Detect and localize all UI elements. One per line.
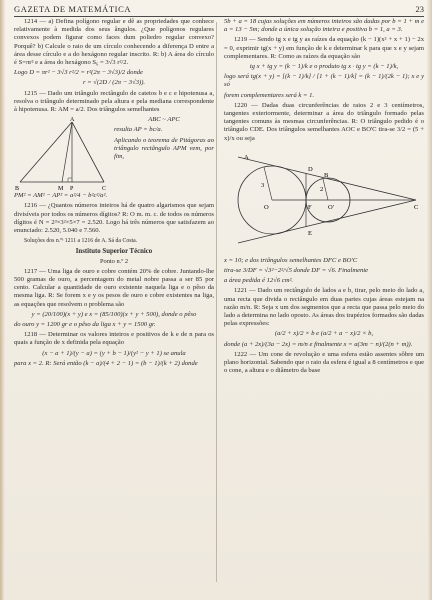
similar-triangles: ABC ~ APC (148, 116, 180, 124)
problem-1222: 1222 — Um cone de revolução e uma esfera estão assentes sôbre um plano horizontal. Sabendo que o raio da esfera é igual a 8 centímetros e que o cone, a altura e o diâmetro da base (224, 350, 424, 375)
problem-1215-figure-block (14, 116, 214, 192)
fig2-label-a: A (244, 153, 249, 161)
problem-1215-pythagoras: Aplicando o teorema de Pitágoras ao triângulo rectângulo APM vem, por fim, (114, 136, 214, 161)
section-heading-ist: Instituto Superior Técnico (75, 248, 153, 256)
problem-1218: 1218 — Determinar os valores inteiros e positivos de k e de n para os quais a função de x definida pela equação (14, 331, 214, 347)
problem-1215-side-text (114, 116, 214, 192)
problem-1216: 1216 — ¿Quantos números inteiros há de quatro algarismos que sejam divisíveis por todos os números dígitos? R: O m. m. c. de todos os números dígitos é N = 2³×3²×5×7 = 2.520. Logo há três números que satisfazem ao enunciado: 2.520, 5.040 e 7.560. (14, 202, 214, 235)
right-triangle-figure (14, 116, 110, 192)
problem-1220: 1220 — Dadas duas circunferências de raios 2 e 3 centímetros, tangentes exteriormente, determinar a área do triângulo formado pelas tangentes comuns às mesmas circunferências. R: O triângulo pedido é o triângulo CDE. Dos triângulos semelhantes AOC e BO'C tira-se 3/2 = (5 + x)/x ou seja (224, 101, 424, 142)
problem-1217-result: do ouro y = 1200 gr e o pêso da liga x + y = 1500 gr. (14, 321, 156, 329)
fig1-label-p: P (70, 186, 74, 193)
fig2-label-e: E (308, 229, 312, 237)
fig2-label-o-prime: O' (328, 203, 334, 211)
problem-1220-area: a área pedida é 12√6 cm². (224, 277, 294, 285)
problem-1214-result: r = √(2D / (2π − 3√3)). (82, 79, 146, 87)
problem-1218-continuation: 5b + a = 18 cujas soluções em números inteiros são dadas por b = 1 + m e a = 13 − 5m; donde a única solução inteira e positiva b = 1, a = 3. (224, 18, 424, 34)
right-edge-shadow (427, 0, 432, 600)
fig1-label-c: C (102, 186, 107, 193)
problem-1221: 1221 — Dado um rectângulo de lados a e b, tirar, pelo meio do lado a, uma recta que divida o rectângulo em duas partes cujas áreas estejam na razão m/n. R: Seja x um dos segmentos que a recta que passa pelo meio do lado a determina no lado oposto. As áreas dos trapézios formados são dadas pelas expressões: (224, 287, 424, 328)
problem-1220-df: tira-se 3/DF = √3²−2²/√5 donde DF = √6. Finalmente (224, 267, 369, 275)
problem-1217-equations: y = (20/100)(x + y) e x = (85/100)(x + y + 500), donde o pêso (31, 310, 197, 318)
problem-1215: 1215 — Dado um triângulo rectângulo de catetos b e c e hipotenusa a, resolva o triângulo determinado pela altura e pela mediana correspondente à hipotenusa. R: AM = a/2. Dos triângulos semelhantes (14, 89, 214, 114)
problem-1219-sum-product: tg x + tg y = (k − 1)/k e o produto tg x · tg y = (k − 1)/k, (249, 63, 399, 71)
solutions-credit: Soluções dos n.ºˢ 1211 a 1216 de A. Sá da Costa. (24, 238, 138, 245)
fig1-label-m: M (58, 186, 64, 193)
fig2-label-f: F (308, 203, 312, 211)
fig1-label-a: A (70, 117, 75, 124)
fig1-label-b: B (15, 186, 20, 193)
problem-1219: 1219 — Sendo tg x e tg y as raízes da equação (k − 1)(x² + x + 1) − 2x = 0, exprimir tg(x + y) em função de k e determinar k para que x e y sejam complementares. R: Como as raízes da equação são (224, 36, 424, 60)
journal-title: GAZETA DE MATEMÁTICA (14, 4, 132, 14)
problem-1221-expressions: (a/2 + x)/2 × b e (a/2 + a − x)/2 × b, (274, 330, 374, 338)
problem-1215-result: PM² = AM² − AP² = a²/4 − b²c²/a². (14, 192, 108, 200)
problem-1218-result: para x = 2. R: Será então (k − a)/(4 + 2 − 1) = (b − 1)/(k + 2) donde (14, 359, 198, 367)
problem-1214: 1214 — a) Defina polígono regular e dê as propriedades que conhece relativamente à medida dos seus ângulos. ¿Que polígonos regulares convexos podem figurar como faces dum poliedro regular convexo? Porquê? b) Calcule o raio de um círculo conhecendo a diferença D entre a área desse círculo e a do hexágono regular inscrito. R: b) A área do círculo é S=πr² e a área do hexágono S₆ = 3√3 r²/2. (14, 18, 214, 67)
right-column (224, 18, 424, 377)
page-number: 23 (415, 4, 424, 14)
problem-1220-x: x = 10; e dos triângulos semelhantes DFC e BO'C (224, 256, 358, 264)
left-edge-shadow (0, 0, 5, 600)
column-separator (216, 22, 217, 582)
fig2-label-o: O (264, 203, 269, 211)
fig2-label-b: B (324, 171, 329, 179)
fig2-label-2: 2 (320, 185, 324, 193)
exam-point-heading: Ponto n.º 2 (99, 257, 129, 265)
problem-1219-tangent: logo será tg(x + y) = [(k − 1)/k] / [1 + (k − 1)/k] = (k − 1)/(2k − 1); x e y só (224, 73, 424, 89)
fig2-label-d: D (308, 165, 313, 173)
problem-1214-logo: Logo D = πr² − 3√3 r²/2 = r²(2π − 3√3)/2 donde (14, 69, 143, 77)
problem-1215-ap: resulta AP = bc/a. (114, 126, 163, 134)
left-column (14, 18, 214, 370)
tangent-circles-figure (224, 145, 424, 255)
problem-1221-result: donde (a + 2x)/(3a − 2x) = m/n e finalmente x = a(3m − n)/(2(n + m)). (224, 340, 413, 348)
fig2-label-3: 3 (261, 181, 265, 189)
problem-1217: 1217 — Uma liga de ouro e cobre contém 20% de cobre. Juntando-lhe 500 gramas de ouro, a percentagem do metal nobre passa a ser 85 por cento. Calcular a quantidade de ouro existente naquela liga e o pêso da mesma liga. R: Se forem x e y os pesos de ouro e cobre existentes na liga, as equações que resolvem o problema são (14, 267, 214, 308)
header-rule (14, 16, 424, 17)
problem-1218-equation: (x − a + 1)/(y − a) = (y + b − 1)/(y² − y + 1) se anula (42, 349, 186, 357)
problem-1219-result: forem complementares será k = 1. (224, 91, 315, 99)
fig2-label-c: C (414, 203, 419, 211)
